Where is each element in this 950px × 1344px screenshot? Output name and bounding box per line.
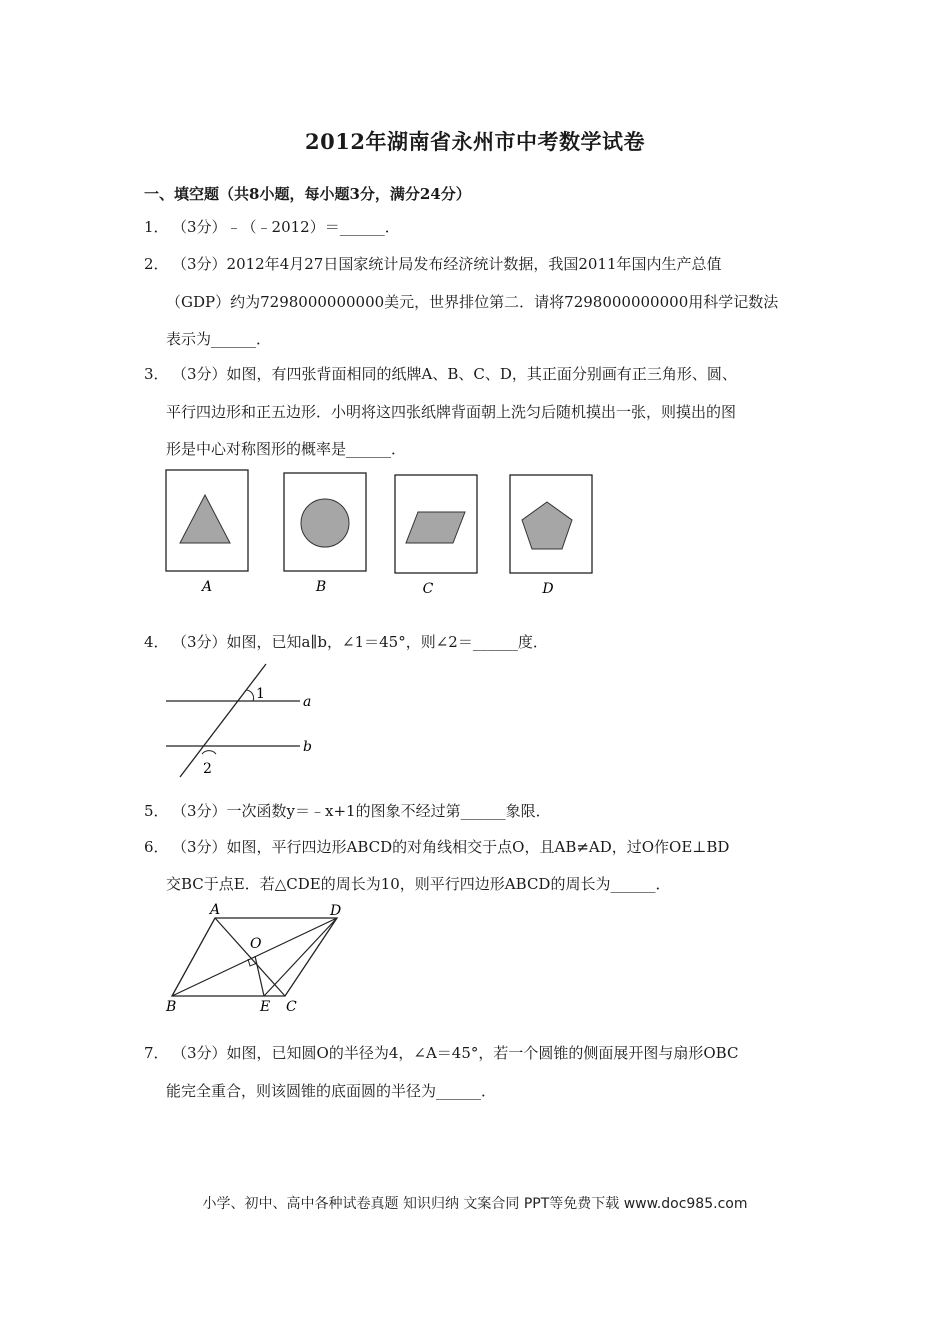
card-b [284, 473, 366, 595]
card-label: B [315, 579, 327, 595]
point-d-label: D [330, 903, 342, 919]
question-6-line-2: 交BC于点E．若△CDE的周长为10，则平行四边形ABCD的周长为______． [166, 875, 671, 893]
question-number: 2． [144, 255, 169, 273]
question-number: 6． [144, 838, 169, 856]
segment-oe [255, 956, 264, 996]
question-3-line-1: （3分）如图，有四张背面相同的纸牌A、B、C、D，其正面分别画有正三角形、圆、 [172, 365, 737, 383]
q4-parallel-lines-figure [160, 660, 330, 780]
segment-ed [264, 918, 337, 996]
question-number: 5． [144, 802, 169, 820]
question-2-line-3: 表示为______． [166, 330, 272, 348]
point-a-label: A [210, 902, 221, 918]
angle-2-label: 2 [203, 761, 212, 777]
question-1-text: （3分）﹣（﹣2012）＝______． [172, 218, 400, 236]
question-7-line-2: 能完全重合，则该圆锥的底面圆的半径为______． [166, 1082, 497, 1100]
page-title: 2012年湖南省永州市中考数学试卷 [305, 129, 645, 154]
line-a-label: a [303, 694, 312, 710]
page-footer: 小学、初中、高中各种试卷真题 知识归纳 文案合同 PPT等免费下载 www.doc985.com [202, 1196, 748, 1212]
question-5-text: （3分）一次函数y＝﹣x+1的图象不经过第______象限． [172, 802, 551, 820]
question-number: 1． [144, 218, 169, 236]
question-3-line-3: 形是中心对称图形的概率是______． [166, 440, 407, 458]
q3-cards-figure [160, 465, 600, 600]
question-4-text: （3分）如图，已知a∥b，∠1＝45°，则∠2＝______度． [172, 633, 548, 651]
question-2-line-2: （GDP）约为7298000000000美元，世界排位第二．请将7298000000000用科学记数法 [166, 293, 779, 311]
question-7-line-1: （3分）如图，已知圆O的半径为4，∠A＝45°，若一个圆锥的侧面展开图与扇形OBC [172, 1044, 739, 1062]
q6-parallelogram-figure [160, 898, 360, 1018]
line-b-label: b [303, 739, 312, 755]
card-label: A [201, 579, 213, 595]
question-number: 3． [144, 365, 169, 383]
question-number: 4． [144, 633, 169, 651]
question-3-line-2: 平行四边形和正五边形．小明将这四张纸牌背面朝上洗匀后随机摸出一张，则摸出的图 [166, 403, 737, 421]
question-number: 7． [144, 1044, 169, 1062]
point-c-label: C [286, 999, 297, 1015]
question-2-line-1: （3分）2012年4月27日国家统计局发布经济统计数据，我国2011年国内生产总值 [172, 255, 722, 273]
point-e-label: E [260, 999, 271, 1015]
circle-shape [301, 499, 349, 547]
card-a [166, 470, 248, 595]
card-d [510, 475, 592, 597]
section-heading: 一、填空题（共8小题，每小题3分，满分24分） [144, 185, 471, 203]
angle-1-arc [246, 690, 254, 701]
diagonal-bd [172, 918, 337, 996]
card-c [395, 475, 477, 597]
transversal-line [180, 664, 266, 777]
point-b-label: B [166, 999, 177, 1015]
question-6-line-1: （3分）如图，平行四边形ABCD的对角线相交于点O，且AB≠AD，过O作OE⊥BD [172, 838, 730, 856]
card-label: C [422, 581, 434, 597]
point-o-label: O [250, 936, 262, 952]
card-label: D [542, 581, 554, 597]
angle-2-arc [202, 751, 216, 754]
angle-1-label: 1 [256, 686, 265, 702]
